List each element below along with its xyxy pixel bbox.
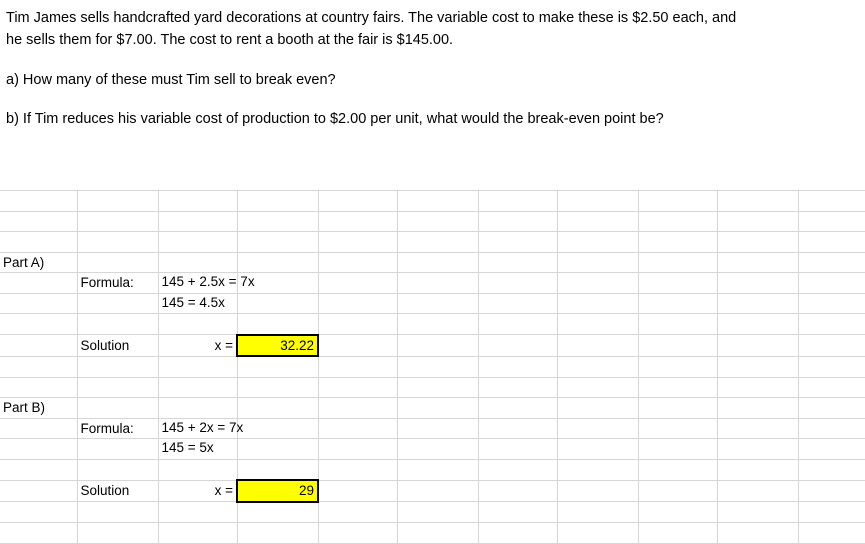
- part-a-formula-line-2-cell[interactable]: [158, 293, 237, 314]
- part-a-formula-line-2: 145 = 4.5x: [161, 294, 225, 310]
- part-b-formula-line-1: 145 + 2x = 7x: [161, 419, 244, 435]
- cell[interactable]: [158, 377, 237, 398]
- part-b-formula-line-2: 145 = 5x: [161, 440, 214, 455]
- part-b-formula-line-2-cell[interactable]: [158, 439, 237, 460]
- cell[interactable]: [798, 377, 865, 398]
- cell[interactable]: [557, 439, 638, 460]
- cell[interactable]: [478, 418, 557, 439]
- cell[interactable]: [717, 232, 798, 253]
- cell[interactable]: [237, 356, 318, 377]
- table-row-part-b: [0, 398, 865, 419]
- cell[interactable]: [638, 314, 717, 335]
- cell[interactable]: [397, 314, 478, 335]
- table-row-part-a-formula-2: [0, 293, 865, 314]
- table-row-part-b-solution: [0, 480, 865, 502]
- cell[interactable]: [77, 398, 158, 419]
- part-a-answer[interactable]: 32.22: [237, 335, 318, 357]
- cell[interactable]: [318, 314, 397, 335]
- solution-label-a[interactable]: Solution: [77, 335, 158, 357]
- cell[interactable]: [638, 398, 717, 419]
- cell[interactable]: [318, 418, 397, 439]
- cell[interactable]: [557, 356, 638, 377]
- cell[interactable]: [158, 502, 237, 523]
- cell[interactable]: [478, 232, 557, 253]
- cell[interactable]: [557, 211, 638, 232]
- cell[interactable]: [478, 211, 557, 232]
- table-row-part-a-solution: [0, 335, 865, 357]
- cell[interactable]: [557, 232, 638, 253]
- cell[interactable]: [237, 523, 318, 544]
- cell[interactable]: [237, 232, 318, 253]
- x-equals-label-a[interactable]: x =: [158, 335, 237, 357]
- formula-label-b[interactable]: Formula:: [77, 418, 158, 439]
- cell[interactable]: [158, 356, 237, 377]
- cell[interactable]: [557, 523, 638, 544]
- cell[interactable]: [557, 191, 638, 212]
- question-part-b: b) If Tim reduces his variable cost of production to $2.00 per unit, what would the break-even point be?: [6, 111, 664, 128]
- cell[interactable]: [557, 418, 638, 439]
- cell[interactable]: [158, 191, 237, 212]
- cell[interactable]: [158, 252, 237, 273]
- cell[interactable]: [158, 232, 237, 253]
- cell[interactable]: [557, 314, 638, 335]
- cell[interactable]: [798, 335, 865, 357]
- cell[interactable]: [77, 252, 158, 273]
- cell[interactable]: [557, 502, 638, 523]
- cell[interactable]: [0, 480, 77, 502]
- cell[interactable]: [798, 480, 865, 502]
- cell[interactable]: [77, 523, 158, 544]
- cell[interactable]: [77, 191, 158, 212]
- cell[interactable]: [638, 232, 717, 253]
- table-row: [0, 459, 865, 480]
- table-row: [0, 502, 865, 523]
- cell[interactable]: [717, 356, 798, 377]
- cell[interactable]: [77, 356, 158, 377]
- cell[interactable]: [638, 480, 717, 502]
- cell[interactable]: [638, 273, 717, 294]
- cell[interactable]: [158, 314, 237, 335]
- part-a-formula-line-1-cell[interactable]: [158, 273, 255, 294]
- cell[interactable]: [318, 398, 397, 419]
- cell[interactable]: [318, 377, 397, 398]
- cell[interactable]: [638, 439, 717, 460]
- cell[interactable]: [0, 335, 77, 357]
- cell[interactable]: [0, 459, 77, 480]
- cell[interactable]: [318, 211, 397, 232]
- cell[interactable]: [77, 211, 158, 232]
- cell[interactable]: [638, 191, 717, 212]
- cell[interactable]: [397, 377, 478, 398]
- cell[interactable]: [397, 480, 478, 502]
- cell[interactable]: [397, 191, 478, 212]
- cell[interactable]: [717, 418, 798, 439]
- problem-statement: [0, 0, 865, 131]
- cell[interactable]: [318, 523, 397, 544]
- cell[interactable]: [318, 502, 397, 523]
- cell[interactable]: [798, 459, 865, 480]
- cell[interactable]: [638, 252, 717, 273]
- problem-line-1: Tim James sells handcrafted yard decorations at country fairs. The variable cost to make these is $2.50 each, and: [6, 10, 737, 26]
- cell[interactable]: [798, 439, 865, 460]
- cell[interactable]: [478, 273, 557, 294]
- cell[interactable]: [717, 523, 798, 544]
- cell[interactable]: [638, 418, 717, 439]
- cell[interactable]: [158, 211, 237, 232]
- cell[interactable]: [397, 273, 478, 294]
- cell[interactable]: [237, 418, 318, 439]
- cell[interactable]: [0, 232, 77, 253]
- table-row: [0, 356, 865, 377]
- cell[interactable]: [478, 191, 557, 212]
- cell[interactable]: [397, 232, 478, 253]
- cell[interactable]: [397, 502, 478, 523]
- cell[interactable]: [638, 293, 717, 314]
- cell[interactable]: [717, 439, 798, 460]
- cell[interactable]: [717, 398, 798, 419]
- cell[interactable]: [318, 356, 397, 377]
- cell[interactable]: [717, 335, 798, 357]
- cell[interactable]: [557, 252, 638, 273]
- cell[interactable]: [397, 211, 478, 232]
- cell[interactable]: [717, 211, 798, 232]
- cell[interactable]: [557, 480, 638, 502]
- cell[interactable]: [0, 377, 77, 398]
- cell[interactable]: [0, 356, 77, 377]
- cell[interactable]: [798, 232, 865, 253]
- solution-label-b[interactable]: Solution: [77, 480, 158, 502]
- cell[interactable]: [557, 335, 638, 357]
- cell[interactable]: [397, 252, 478, 273]
- cell[interactable]: [158, 459, 237, 480]
- cell[interactable]: [77, 232, 158, 253]
- cell[interactable]: [397, 418, 478, 439]
- table-row: [0, 191, 865, 212]
- cell[interactable]: [318, 232, 397, 253]
- cell[interactable]: [237, 502, 318, 523]
- cell[interactable]: [318, 439, 397, 460]
- cell[interactable]: [478, 377, 557, 398]
- cell[interactable]: [557, 459, 638, 480]
- table-row-part-a-formula-1: [0, 273, 865, 294]
- cell[interactable]: [638, 377, 717, 398]
- cell[interactable]: [237, 377, 318, 398]
- cell[interactable]: [798, 356, 865, 377]
- cell[interactable]: [478, 356, 557, 377]
- cell[interactable]: [557, 293, 638, 314]
- cell[interactable]: [638, 459, 717, 480]
- cell[interactable]: [397, 439, 478, 460]
- spacer: [6, 52, 859, 70]
- cell[interactable]: [77, 502, 158, 523]
- cell[interactable]: [77, 377, 158, 398]
- cell[interactable]: [638, 211, 717, 232]
- cell[interactable]: [478, 314, 557, 335]
- spacer: [6, 91, 859, 109]
- cell[interactable]: [318, 293, 397, 314]
- cell[interactable]: [237, 293, 318, 314]
- cell[interactable]: [717, 314, 798, 335]
- cell[interactable]: [318, 335, 397, 357]
- cell[interactable]: [318, 480, 397, 502]
- cell[interactable]: [77, 293, 158, 314]
- table-row: [0, 377, 865, 398]
- part-b-formula-line-1-cell[interactable]: [158, 418, 244, 439]
- cell[interactable]: [318, 273, 397, 294]
- worksheet-table: [0, 190, 865, 544]
- cell[interactable]: [798, 314, 865, 335]
- part-b-label[interactable]: Part B): [0, 398, 77, 419]
- cell[interactable]: [77, 314, 158, 335]
- cell[interactable]: [638, 335, 717, 357]
- cell[interactable]: [397, 335, 478, 357]
- cell[interactable]: [397, 523, 478, 544]
- cell[interactable]: [318, 191, 397, 212]
- cell[interactable]: [717, 502, 798, 523]
- cell[interactable]: [77, 439, 158, 460]
- x-equals-label-b[interactable]: x =: [158, 480, 237, 502]
- cell[interactable]: [77, 459, 158, 480]
- cell[interactable]: [237, 211, 318, 232]
- table-row-part-b-formula-1: [0, 418, 865, 439]
- cell[interactable]: [478, 335, 557, 357]
- part-a-formula-line-1: 145 + 2.5x = 7x: [161, 274, 255, 289]
- cell[interactable]: [237, 439, 318, 460]
- cell[interactable]: [557, 273, 638, 294]
- cell[interactable]: [717, 252, 798, 273]
- cell[interactable]: [397, 356, 478, 377]
- cell[interactable]: [478, 252, 557, 273]
- formula-label-a[interactable]: Formula:: [77, 273, 158, 294]
- cell[interactable]: [0, 523, 77, 544]
- cell[interactable]: [0, 439, 77, 460]
- cell[interactable]: [237, 459, 318, 480]
- cell[interactable]: [717, 480, 798, 502]
- cell[interactable]: [478, 459, 557, 480]
- cell[interactable]: [798, 502, 865, 523]
- cell[interactable]: [397, 398, 478, 419]
- spreadsheet-grid: [0, 190, 865, 537]
- table-row: [0, 232, 865, 253]
- cell[interactable]: [0, 191, 77, 212]
- table-row-part-a: [0, 252, 865, 273]
- cell[interactable]: [638, 356, 717, 377]
- cell[interactable]: [0, 293, 77, 314]
- cell[interactable]: [158, 398, 237, 419]
- cell[interactable]: [798, 398, 865, 419]
- cell[interactable]: [798, 252, 865, 273]
- cell[interactable]: [557, 377, 638, 398]
- cell[interactable]: [397, 459, 478, 480]
- cell[interactable]: [397, 293, 478, 314]
- cell[interactable]: [798, 293, 865, 314]
- cell[interactable]: [158, 523, 237, 544]
- cell[interactable]: [237, 398, 318, 419]
- cell[interactable]: [717, 377, 798, 398]
- cell[interactable]: [478, 398, 557, 419]
- cell[interactable]: [638, 502, 717, 523]
- cell[interactable]: [0, 273, 77, 294]
- cell[interactable]: [717, 191, 798, 212]
- cell[interactable]: [478, 293, 557, 314]
- table-row: [0, 523, 865, 544]
- cell[interactable]: [478, 502, 557, 523]
- cell[interactable]: [798, 418, 865, 439]
- cell[interactable]: [798, 191, 865, 212]
- table-row: [0, 211, 865, 232]
- cell[interactable]: [798, 273, 865, 294]
- cell[interactable]: [237, 314, 318, 335]
- cell[interactable]: [478, 439, 557, 460]
- part-a-label[interactable]: Part A): [0, 252, 77, 273]
- part-b-answer[interactable]: 29: [237, 480, 318, 502]
- cell[interactable]: [717, 459, 798, 480]
- cell[interactable]: [318, 459, 397, 480]
- table-row: [0, 314, 865, 335]
- cell[interactable]: [638, 523, 717, 544]
- cell[interactable]: [717, 293, 798, 314]
- cell[interactable]: [237, 191, 318, 212]
- cell[interactable]: [478, 480, 557, 502]
- problem-line-2: he sells them for $7.00. The cost to rent a booth at the fair is $145.00.: [6, 31, 454, 48]
- cell[interactable]: [0, 211, 77, 232]
- question-part-a: a) How many of these must Tim sell to break even?: [6, 71, 336, 88]
- cell[interactable]: [0, 502, 77, 523]
- cell[interactable]: [798, 523, 865, 544]
- cell[interactable]: [0, 314, 77, 335]
- cell[interactable]: [717, 273, 798, 294]
- cell[interactable]: [798, 211, 865, 232]
- cell[interactable]: [478, 523, 557, 544]
- cell[interactable]: [557, 398, 638, 419]
- table-row-part-b-formula-2: [0, 439, 865, 460]
- cell[interactable]: [237, 252, 318, 273]
- cell[interactable]: [318, 252, 397, 273]
- cell[interactable]: [0, 418, 77, 439]
